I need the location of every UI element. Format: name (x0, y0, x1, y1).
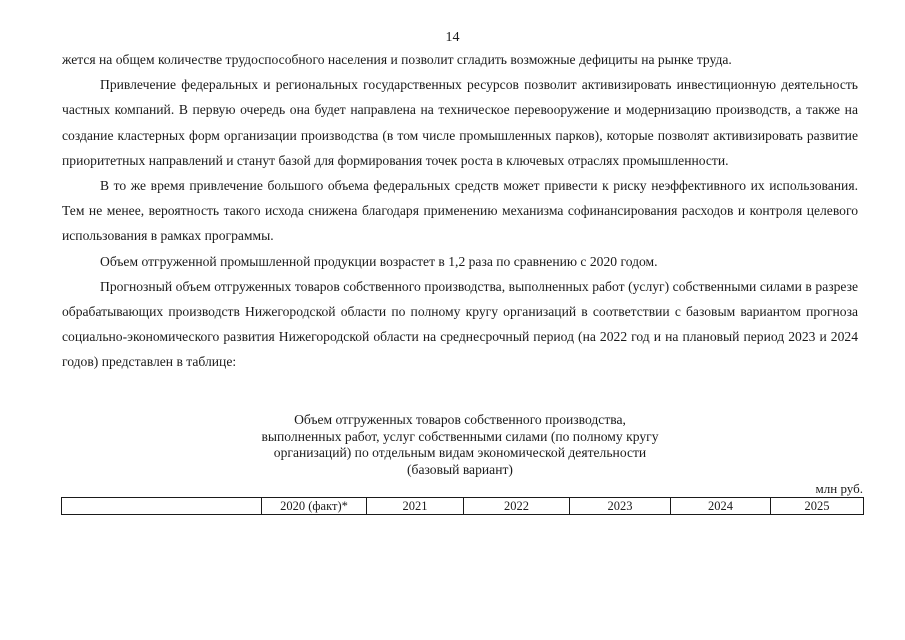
table-header-cell: 2020 (факт)* (262, 498, 367, 515)
table-title-line: организаций) по отдельным видам экономической деятельности (273, 445, 647, 460)
body-text (62, 47, 858, 375)
paragraph: Прогнозный объем отгруженных товаров собственного производства, выполненных работ (услуг) собственными силами в разрезе обрабатывающих производств Нижегородской области по полному кругу организаций в соответствии с базовым вариантом прогноза социально-экономического развития Нижегородской области на среднесрочный период (на 2022 год и на плановый период 2023 и 2024 годов) представлен в таблице: (62, 278, 858, 370)
table-header-cell: 2022 (464, 498, 570, 515)
data-table (61, 497, 864, 515)
table-header-cell: 2024 (671, 498, 771, 515)
paragraph: В то же время привлечение большого объема федеральных средств может привести к риску неэффективного их использования. Тем не менее, вероятность такого исхода снижена благодаря применению механизма софинансирования расходов и контроля целевого использования в рамках программы. (62, 178, 858, 244)
table-units: млн руб. (815, 481, 863, 496)
page-number: 14 (445, 30, 460, 45)
table-header-cell: 2025 (771, 498, 864, 515)
paragraph: жется на общем количестве трудоспособного населения и позволит сгладить возможные дефициты на рынке труда. (62, 52, 732, 67)
table-header-cell (62, 498, 262, 515)
paragraph: Привлечение федеральных и региональных государственных ресурсов позволит активизировать инвестиционную деятельность частных компаний. В первую очередь она будет направлена на техническое перевооружение и модернизацию производств, а также на создание кластерных форм организации производства (в том числе промышленных парков), которые позволят активизировать развитие приоритетных направлений и станут базой для формирования точек роста в ключевых отраслях промышленности. (62, 77, 858, 168)
table-header-cell: 2023 (570, 498, 671, 515)
table-header-cell: 2021 (367, 498, 464, 515)
table-title (62, 412, 858, 478)
table-title-line: выполненных работ, услуг собственными силами (по полному кругу (261, 428, 659, 444)
table-title-line: Объем отгруженных товаров собственного производства, (294, 412, 626, 427)
table-header-row (62, 498, 864, 515)
table-title-line: (базовый вариант) (407, 461, 513, 477)
paragraph: Объем отгруженной промышленной продукции возрастет в 1,2 раза по сравнению с 2020 годом. (100, 253, 658, 269)
